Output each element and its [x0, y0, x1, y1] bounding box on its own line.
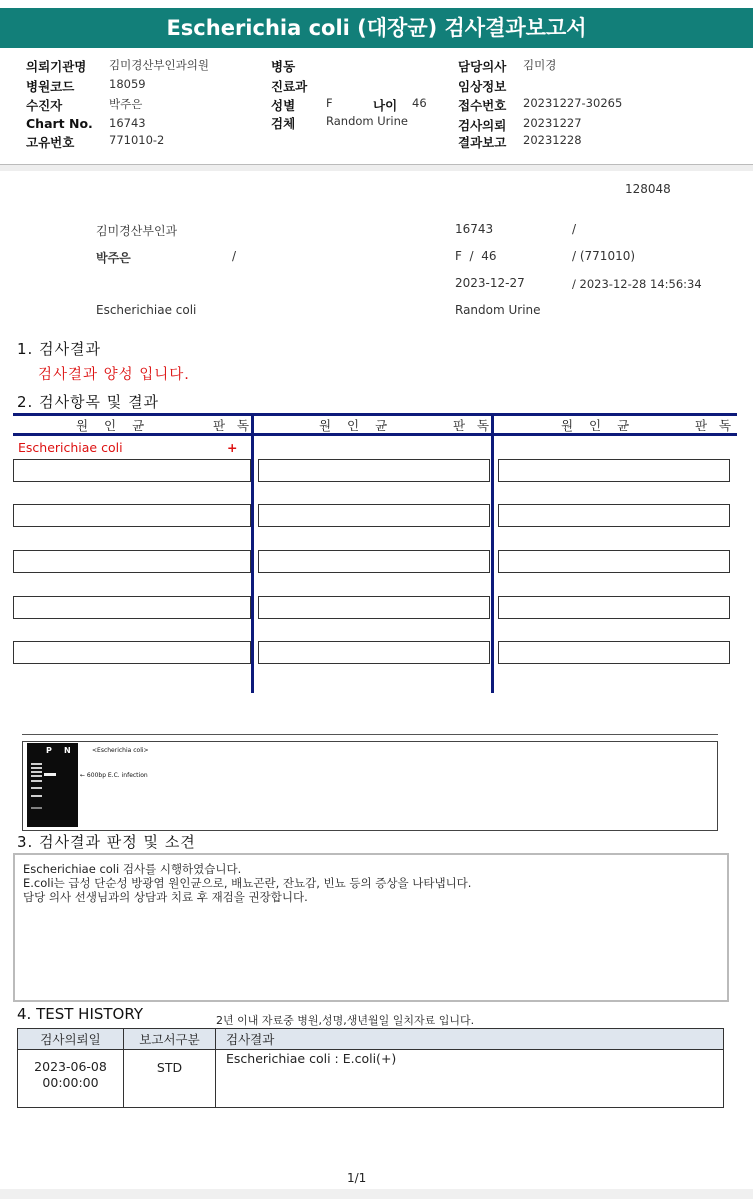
- header-value: Random Urine: [326, 114, 408, 128]
- header-label: 결과보고: [458, 135, 507, 150]
- header-label: 검체: [271, 116, 296, 131]
- gel-band-note: ← 600bp E.C. infection: [80, 772, 148, 779]
- ladder-band: [31, 763, 42, 765]
- history-type: STD: [124, 1050, 216, 1108]
- section-1-title: 1. 검사결과: [17, 340, 102, 358]
- page-number: 1/1: [347, 1171, 367, 1185]
- ladder-band: [31, 780, 42, 782]
- section-4-title: 4. TEST HISTORY: [17, 1005, 143, 1023]
- header-label: 검사의뢰: [458, 118, 507, 133]
- gel-caption: <Escherichia coli>: [92, 747, 149, 754]
- separator: /: [572, 222, 577, 236]
- section-2-title: 2. 검사항목 및 결과: [17, 393, 160, 411]
- history-header: 검사의뢰일: [18, 1029, 124, 1050]
- history-date: 2023-06-08: [34, 1059, 107, 1074]
- result-cell: [498, 596, 730, 619]
- header-label: 나이: [373, 98, 398, 113]
- column-header-pathogen: 원 인 균: [76, 418, 151, 433]
- header-label: 의뢰기관명: [26, 59, 87, 74]
- header-value: F: [326, 96, 333, 110]
- table-column-divider: [491, 413, 494, 693]
- history-header: 검사결과: [216, 1029, 724, 1050]
- header-value: 46: [412, 96, 427, 110]
- ladder-band: [31, 787, 42, 789]
- clinic-name: 김미경산부인과: [96, 224, 178, 238]
- history-result: Escherichiae coli : E.coli(+): [216, 1050, 724, 1108]
- lane-label-n: N: [64, 746, 71, 755]
- sample-band: [44, 773, 56, 776]
- opinion-line: Escherichiae coli 검사를 시행하였습니다.: [23, 862, 242, 876]
- gel-electrophoresis-image: [27, 743, 78, 827]
- history-date-cell: [18, 1050, 124, 1108]
- column-header-judgement: 판 독: [213, 418, 254, 433]
- header-value: 771010-2: [109, 133, 165, 147]
- separator: /: [232, 249, 237, 263]
- result-cell: [13, 459, 251, 482]
- result-cell: [13, 641, 251, 664]
- lane-label-p: P: [46, 746, 52, 755]
- section-3-title: 3. 검사결과 판정 및 소견: [17, 833, 196, 851]
- result-cell: [13, 550, 251, 573]
- table-row: [18, 1050, 724, 1108]
- header-label: 진료과: [271, 79, 308, 94]
- ladder-band: [31, 807, 42, 809]
- result-cell: [258, 641, 490, 664]
- result-cell: [258, 504, 490, 527]
- table-column-divider: [251, 413, 254, 693]
- results-table: [13, 413, 737, 693]
- header-label: 병동: [271, 59, 296, 74]
- result-cell: [13, 596, 251, 619]
- header-label: 담당의사: [458, 59, 507, 74]
- header-value: 김미경: [523, 58, 557, 72]
- history-header-row: [18, 1029, 724, 1050]
- opinion-line: 담당 의사 선생님과의 상담과 치료 후 재검을 권장합니다.: [23, 890, 308, 904]
- ladder-band: [31, 771, 42, 773]
- history-table: [17, 1028, 724, 1108]
- report-number: 128048: [625, 182, 671, 196]
- ladder-band: [31, 767, 42, 769]
- column-header-pathogen: 원 인 균: [319, 418, 394, 433]
- header-label: 수진자: [26, 98, 63, 113]
- sex-age: F / 46: [455, 249, 497, 263]
- result-cell: [13, 504, 251, 527]
- header-value: 박주은: [109, 97, 143, 111]
- header-label: 임상정보: [458, 79, 507, 94]
- history-time: 00:00:00: [42, 1075, 99, 1090]
- column-header-pathogen: 원 인 균: [561, 418, 636, 433]
- header-value: 김미경산부인과의원: [109, 58, 209, 72]
- pathogen-name: Escherichiae coli: [18, 440, 123, 455]
- result-cell: [258, 459, 490, 482]
- result-cell: [498, 504, 730, 527]
- header-value: 18059: [109, 77, 146, 91]
- gel-top-rule: [22, 734, 718, 735]
- header-label: 병원코드: [26, 79, 75, 94]
- ladder-band: [31, 795, 42, 797]
- pathogen-result: +: [227, 440, 238, 455]
- reported-datetime: / 2023-12-28 14:56:34: [572, 277, 702, 291]
- specimen-type: Random Urine: [455, 303, 541, 317]
- history-header: 보고서구분: [124, 1029, 216, 1050]
- header-label: 성별: [271, 98, 296, 113]
- test-name: Escherichiae coli: [96, 303, 197, 317]
- column-header-judgement: 판 독: [695, 418, 736, 433]
- chart-number: 16743: [455, 222, 494, 236]
- header-label: 접수번호: [458, 98, 507, 113]
- header-divider: [0, 164, 753, 171]
- header-value: 16743: [109, 116, 146, 130]
- patient-id: / (771010): [572, 249, 636, 263]
- opinion-box: [13, 853, 729, 1002]
- header-value: 20231228: [523, 133, 582, 147]
- result-cell: [498, 550, 730, 573]
- history-note: 2년 이내 자료중 병원,성명,생년월일 일치자료 입니다.: [216, 1014, 475, 1027]
- report-title: Escherichia coli (대장균) 검사결과보고서: [0, 8, 753, 48]
- header-label: 고유번호: [26, 135, 75, 150]
- header-label: Chart No.: [26, 116, 93, 131]
- gel-frame: [22, 741, 718, 831]
- column-header-judgement: 판 독: [453, 418, 494, 433]
- header-value: 20231227-30265: [523, 96, 623, 110]
- result-cell: [498, 459, 730, 482]
- header-value: 20231227: [523, 116, 582, 130]
- result-cell: [258, 550, 490, 573]
- result-cell: [498, 641, 730, 664]
- result-summary: 검사결과 양성 입니다.: [38, 367, 190, 383]
- received-date: 2023-12-27: [455, 276, 525, 290]
- result-cell: [258, 596, 490, 619]
- page-bottom-band: [0, 1189, 753, 1199]
- ladder-band: [31, 775, 42, 777]
- patient-name: 박주은: [96, 251, 131, 265]
- opinion-line: E.coli는 급성 단순성 방광염 원인균으로, 배뇨곤란, 잔뇨감, 빈뇨 등의 증상을 나타냅니다.: [23, 876, 472, 890]
